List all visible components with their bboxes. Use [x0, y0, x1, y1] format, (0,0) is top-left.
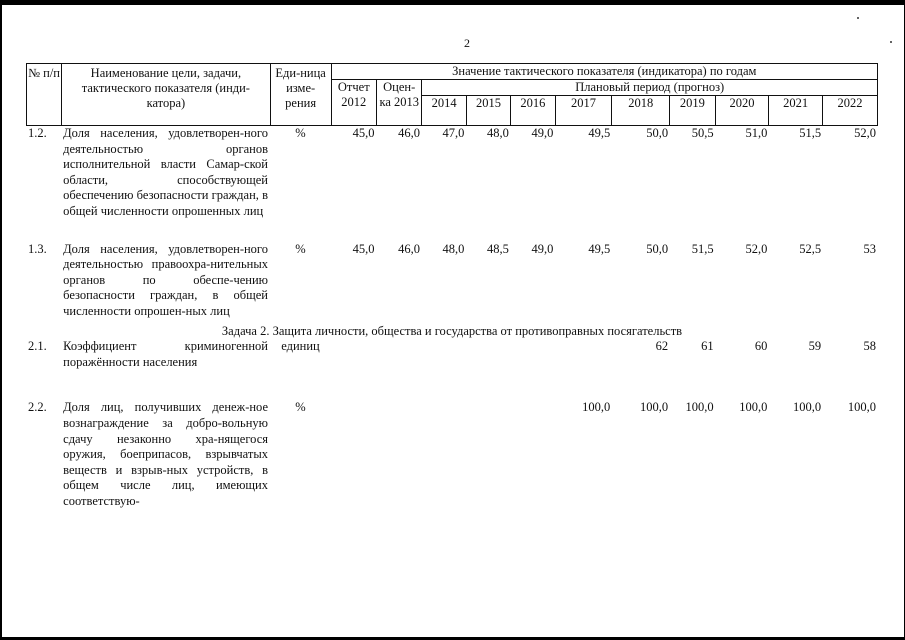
- value-cell: [422, 400, 466, 509]
- unit-cell: %: [295, 400, 306, 415]
- value-cell: 49,0: [531, 241, 554, 256]
- table-row: [26, 126, 878, 220]
- header-unit: Еди-ница изме-рения: [270, 64, 331, 126]
- header-estimate: Оцен-ка 2013: [377, 80, 422, 126]
- value-cell: 50,5: [691, 126, 714, 140]
- value-cell: 49,5: [588, 126, 611, 140]
- value-cell: 46,0: [398, 126, 420, 140]
- header-planned: Плановый период (прогноз): [422, 80, 878, 96]
- value-cell: 52,0: [854, 126, 876, 140]
- row-number: 2.1.: [28, 339, 47, 354]
- unit-cell: единиц: [281, 339, 320, 354]
- value-cell: 100,0: [739, 400, 768, 415]
- row-spacer: [26, 370, 878, 400]
- page-number: 2: [464, 36, 470, 50]
- header-year: 2017: [555, 96, 612, 126]
- value-cell: [331, 339, 376, 370]
- row-number: 2.2.: [28, 400, 47, 415]
- value-cell: [555, 339, 612, 370]
- value-cell: [422, 339, 466, 370]
- header-year: 2018: [612, 96, 670, 126]
- value-cell: [511, 339, 555, 370]
- header-year: 2014: [422, 96, 466, 126]
- indicator-name: Доля населения, удовлетворен-ного деятельностью органов исполнительной власти Самар-ской области, способствующей обеспечению безопасности граждан, в общей численности опрошенных лиц: [63, 126, 268, 218]
- value-cell: 49,0: [531, 126, 554, 140]
- table-body: [26, 126, 878, 509]
- header-report: Отчет 2012: [331, 80, 376, 126]
- value-cell: 61: [701, 339, 714, 354]
- value-cell: 100,0: [847, 400, 876, 415]
- row-number: 1.2.: [28, 126, 47, 140]
- task-heading: Задача 2. Защита личности, общества и государства от противоправных посягательств: [221, 323, 683, 338]
- value-cell: 100,0: [685, 400, 714, 415]
- table-row: [26, 339, 878, 370]
- table-row: [26, 242, 878, 320]
- value-cell: 46,0: [398, 241, 420, 256]
- row-number: 1.3.: [28, 241, 47, 256]
- header-name: Наименование цели, задачи, тактического показателя (инди-катора): [62, 64, 271, 126]
- value-cell: 100,0: [639, 400, 669, 415]
- row-spacer: [26, 220, 878, 242]
- task-row: [26, 324, 878, 340]
- value-cell: 50,0: [646, 126, 669, 140]
- header-year: 2020: [715, 96, 769, 126]
- value-cell: 58: [863, 339, 876, 354]
- header-year: 2015: [466, 96, 510, 126]
- value-cell: 51,5: [691, 241, 714, 256]
- value-cell: 48,5: [487, 241, 509, 256]
- header-group: Значение тактического показателя (индикатора) по годам: [331, 64, 877, 80]
- value-cell: 59: [808, 339, 822, 354]
- value-cell: [511, 400, 555, 509]
- value-cell: [466, 400, 510, 509]
- table-row: [26, 400, 878, 509]
- value-cell: 48,0: [442, 241, 465, 256]
- header-year: 2021: [769, 96, 823, 126]
- value-cell: 45,0: [352, 126, 375, 140]
- header-year: 2016: [511, 96, 555, 126]
- indicator-name: Доля населения, удовлетворен-ного деятельностью правоохра-нительных органов по обеспе-чению безопасности граждан, в общей численности опрошен-ных лиц: [63, 241, 268, 318]
- value-cell: [466, 339, 510, 370]
- header-year: 2019: [670, 96, 715, 126]
- scan-speck: [890, 41, 892, 43]
- value-cell: 47,0: [442, 126, 465, 140]
- value-cell: [376, 400, 421, 509]
- value-cell: 48,0: [487, 126, 509, 140]
- value-cell: 45,0: [352, 241, 375, 256]
- value-cell: 100,0: [582, 400, 611, 415]
- value-cell: 52,0: [745, 241, 768, 256]
- value-cell: 53: [863, 241, 876, 256]
- value-cell: [376, 339, 421, 370]
- indicator-table: [26, 63, 878, 509]
- value-cell: 62: [655, 339, 669, 354]
- header-num: № п/п: [27, 64, 62, 126]
- value-cell: 51,0: [745, 126, 768, 140]
- value-cell: [331, 400, 376, 509]
- value-cell: 50,0: [646, 241, 669, 256]
- value-cell: 100,0: [792, 400, 822, 415]
- unit-cell: %: [295, 241, 306, 256]
- indicator-name: Коэффициент криминогенной поражённости населения: [63, 339, 268, 369]
- value-cell: 51,5: [799, 126, 822, 140]
- table-header: [26, 63, 878, 126]
- value-cell: 49,5: [588, 241, 611, 256]
- header-year: 2022: [823, 96, 878, 126]
- value-cell: 60: [754, 339, 768, 354]
- value-cell: 52,5: [799, 241, 822, 256]
- indicator-name: Доля лиц, получивших денеж-ное вознаграждение за добро-вольную сдачу незаконно хра-нящегося оружия, боеприпасов, взрывчатых веществ и взрыв-ных устройств, в общем числе лиц, имеющих соответствую-: [63, 400, 268, 508]
- unit-cell: %: [295, 126, 306, 140]
- scan-speck: [857, 17, 859, 19]
